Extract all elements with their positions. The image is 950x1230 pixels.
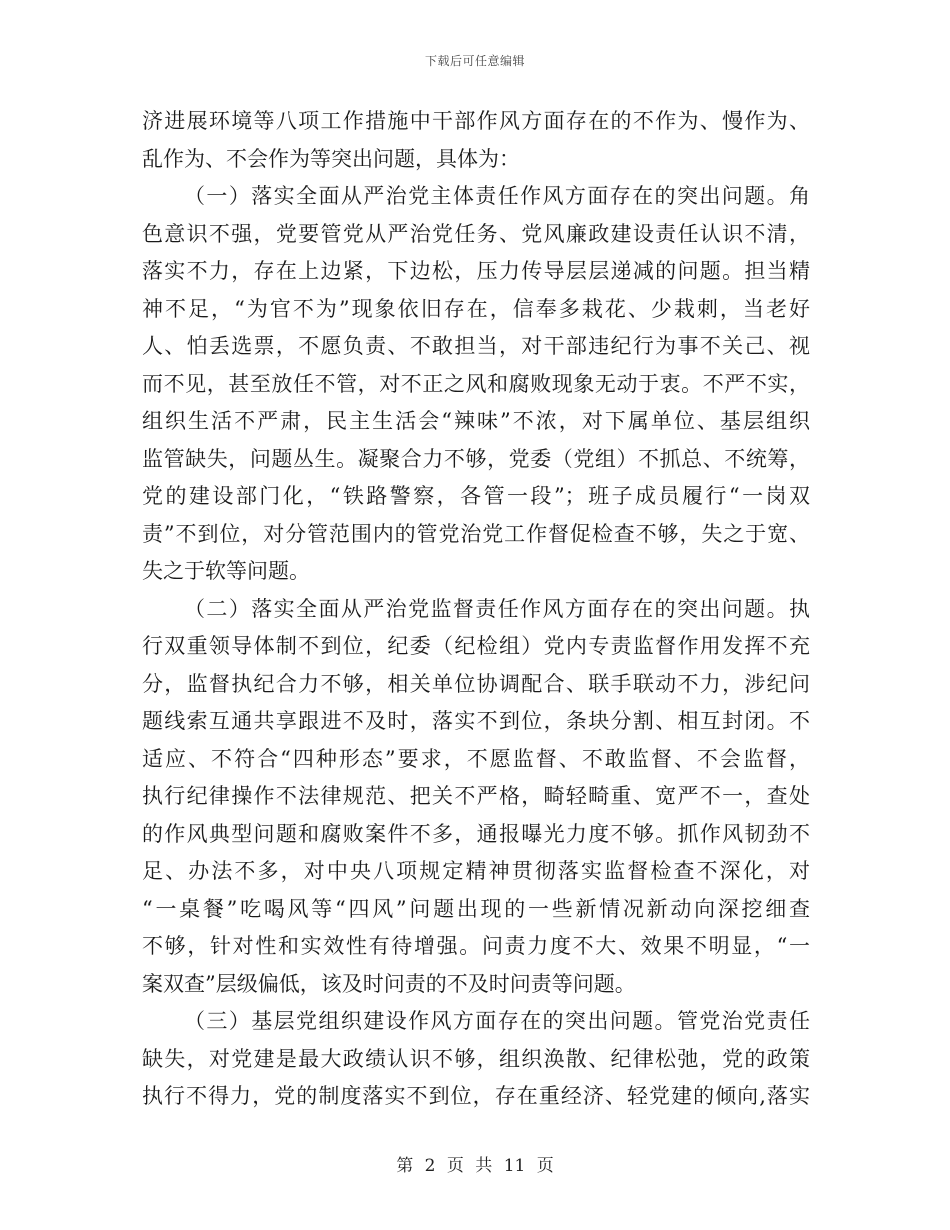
text-line: 不够，针对性和实效性有待增强。问责力度不大、效果不明显，“一 — [142, 934, 810, 958]
text-line: 的作风典型问题和腐败案件不多，通报曝光力度不够。抓作风韧劲不 — [142, 821, 810, 846]
text-line: 题线索互通共享跟进不及时，落实不到位，条块分割、相互封闭。不 — [142, 709, 810, 733]
text-line: 而不见，甚至放任不管，对不正之风和腐败现象无动于衷。不严不实， — [142, 371, 810, 396]
page-number: 第 2 页 共 11 页 — [396, 1156, 554, 1176]
text-line: 党的建设部门化，“铁路警察，各管一段”；班子成员履行“一岗双 — [142, 484, 810, 508]
text-line: 乱作为、不会作为等突出问题，具体为： — [142, 146, 520, 171]
text-line: 色意识不强，党要管党从严治党任务、党风廉政建设责任认识不清， — [142, 221, 810, 246]
text-line: 执行纪律操作不法律规范、把关不严格，畸轻畸重、宽严不一，查处 — [142, 784, 810, 808]
text-line: （二）落实全面从严治党监督责任作风方面存在的突出问题。执 — [184, 596, 810, 621]
text-line: 案双查”层级偏低，该及时问责的不及时问责等问题。 — [142, 971, 636, 996]
text-line: 分，监督执纪合力不够，相关单位协调配合、联手联动不力，涉纪问 — [142, 671, 810, 696]
text-line: 落实不力，存在上边紧，下边松，压力传导层层递减的问题。担当精 — [142, 259, 810, 283]
text-line: 济进展环境等八项工作措施中干部作风方面存在的不作为、慢作为、 — [142, 109, 810, 133]
text-line: （三）基层党组织建设作风方面存在的突出问题。管党治党责任 — [184, 1009, 810, 1033]
text-line: 适应、不符合“四种形态”要求，不愿监督、不敢监督、不会监督， — [142, 746, 810, 771]
text-line: “一桌餐”吃喝风等“四风”问题出现的一些新情况新动向深挖细查 — [142, 896, 810, 921]
text-line: 足、办法不多，对中央八项规定精神贯彻落实监督检查不深化，对 — [142, 859, 810, 883]
text-line: 失之于软等问题。 — [142, 559, 310, 583]
text-line: 人、怕丢选票，不愿负责、不敢担当，对干部违纪行为事不关己、视 — [142, 334, 810, 358]
page-header-note: 下载后可任意编辑 — [424, 54, 525, 68]
text-line: 组织生活不严肃，民主生活会“辣味”不浓，对下属单位、基层组织 — [142, 409, 810, 433]
text-line: 神不足，“为官不为”现象依旧存在，信奉多栽花、少栽刺，当老好 — [142, 296, 810, 321]
document-body — [142, 103, 810, 1116]
text-line: 监管缺失，问题丛生。凝聚合力不够，党委（党组）不抓总、不统筹， — [142, 446, 810, 471]
text-line: 责”不到位，对分管范围内的管党治党工作督促检查不够，失之于宽、 — [142, 521, 810, 546]
text-line: 行双重领导体制不到位，纪委（纪检组）党内专责监督作用发挥不充 — [142, 634, 810, 658]
text-line: 缺失，对党建是最大政绩认识不够，组织涣散、纪律松弛，党的政策 — [142, 1046, 810, 1071]
text-line: 执行不得力，党的制度落实不到位，存在重经济、轻党建的倾向,落实 — [142, 1084, 810, 1108]
text-line: （一）落实全面从严治党主体责任作风方面存在的突出问题。角 — [184, 184, 810, 208]
